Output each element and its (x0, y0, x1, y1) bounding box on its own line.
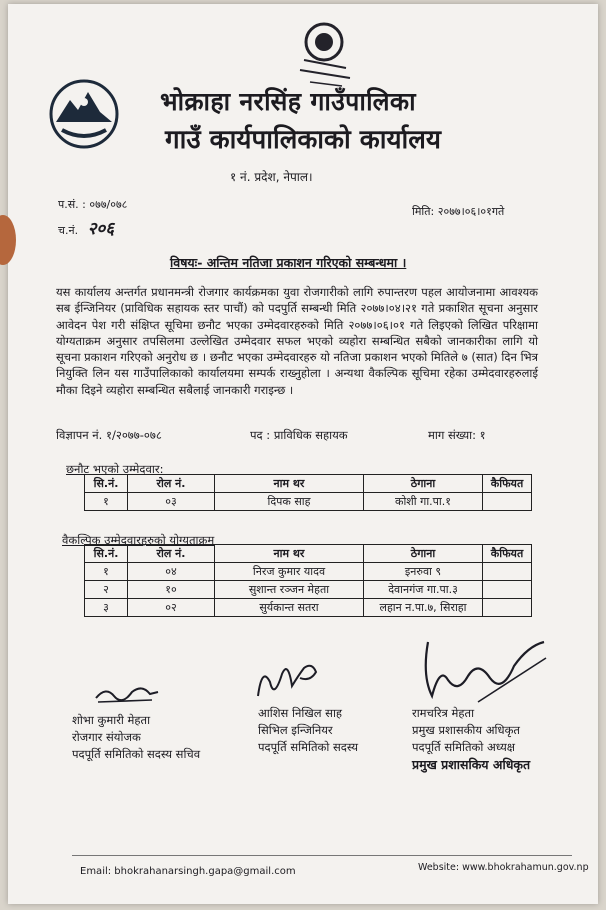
alternate-candidates-label: वैकल्पिक उम्मेदवारहरुको योग्यताक्रम (62, 533, 215, 547)
reference-number: प.सं. : ०७७/०७८ (58, 198, 128, 211)
col-name: नाम थर (215, 475, 364, 493)
selected-candidate-table (84, 474, 532, 511)
cell-name: सुशान्त रञ्जन मेहता (215, 581, 364, 599)
col-name: नाम थर (215, 545, 364, 563)
cell-address: कोशी गा.पा.१ (364, 493, 483, 511)
letter-date: मिति: २०७७।०६।०१गते (412, 205, 505, 218)
cell-address: इनरुवा ९ (364, 563, 483, 581)
office-subtitle: गाउँ कार्यपालिकाको कार्यालय (165, 125, 441, 155)
nepal-emblem-icon (48, 78, 120, 150)
cell-address: लहान न.पा.७, सिराहा (364, 599, 483, 617)
cell-name: दिपक साह (215, 493, 364, 511)
cell-sn: १ (85, 563, 128, 581)
col-remarks: कैफियत (483, 475, 532, 493)
notice-body: यस कार्यालय अन्तर्गत प्रधानमन्त्री रोजगार कार्यक्रमका युवा रोजगारीको लागि रुपान्तरण पहल आयोजनामा आवश्यक सब ईन्जिनियर (प्राविधिक सहायक स्तर पाचौं) को पदपुर्ति सम्बन्धी मिति २०७७।०४।२१ गते प्रकाशित सूचना अनुसार आवेदन पेश गरी संक्षिप्त सूचिमा छनौट भएका उम्मेदवारहरुको मिति २०७७।०६।०१ गते लिइएको लिखित परिक्षामा योग्यताक्रम अनुसार तपसिलमा उल्लेखित उम्मेदवार सफल भएको व्यहोरा सम्बन्धित सबैको जानकारीका लागि यो सूचना प्रकाशन गरिएको अनुरोध छ । छनौट भएका उम्मेदवारहरु यो नतिजा प्रकाशन भएको मितिले ७ (सात) दिन भित्र नियुक्ति लिन यस गाउँपालिकाको कार्यालयमा सम्पर्क राख्नुहोला । अन्यथा वैकल्पिक सूचिमा रहेका उम्मेदवारहरुलाई मौका दिइने व्यहोरा सम्बन्धित सबैलाई जानकारी गराइन्छ । (56, 285, 538, 397)
signatory-role: पदपूर्ति समितिको अध्यक्ष (412, 740, 516, 754)
signatory-name: आशिस निखिल साह (258, 706, 343, 720)
cell-sn: ३ (85, 599, 128, 617)
cell-roll: ०४ (128, 563, 215, 581)
signature-middle-icon (252, 656, 324, 706)
cell-remarks (483, 599, 532, 617)
subject-line: विषयः- अन्तिम नतिजा प्रकाशन गरिएको सम्बन्धमा । (170, 255, 407, 270)
table-row (85, 581, 532, 599)
footer-website: Website: www.bhokrahamun.gov.np (418, 862, 589, 873)
office-address: १ नं. प्रदेश, नेपाल। (230, 170, 313, 184)
signatory-name: शोभा कुमारी मेहता (72, 713, 151, 727)
signatory-name: रामचरित्र मेहता (412, 706, 475, 720)
signatory-title: सिभिल इन्जिनियर (258, 723, 333, 737)
signatory-stamp: प्रमुख प्रशासकिय अधिकृत (412, 757, 531, 772)
table-row (85, 563, 532, 581)
cell-address: देवानगंज गा.पा.३ (364, 581, 483, 599)
signatory-left (72, 712, 200, 763)
signatory-right (412, 705, 530, 773)
col-roll: रोल नं. (128, 545, 215, 563)
signature-left-icon (92, 680, 162, 706)
col-sn: सि.नं. (85, 475, 128, 493)
selected-candidate-label: छनौट भएको उम्मेदवार: (66, 462, 164, 476)
advertisement-number: विज्ञापन नं. १/२०७७-०७८ (56, 428, 162, 442)
col-roll: रोल नं. (128, 475, 215, 493)
cell-name: सुर्यकान्त सतरा (215, 599, 364, 617)
dispatch-value: २०६ (87, 219, 115, 239)
signatory-middle (258, 705, 358, 756)
signatory-title: रोजगार संयोजक (72, 730, 141, 744)
cell-sn: २ (85, 581, 128, 599)
position-label: पद : प्राविधिक सहायक (250, 428, 348, 442)
signatory-title: प्रमुख प्रशासकीय अधिकृत (412, 723, 520, 737)
cell-sn: १ (85, 493, 128, 511)
table-header-row (85, 475, 532, 493)
cell-remarks (483, 581, 532, 599)
cell-remarks (483, 563, 532, 581)
col-sn: सि.नं. (85, 545, 128, 563)
signatory-role: पदपूर्ति समितिको सदस्य सचिव (72, 747, 201, 761)
signature-right-icon (418, 636, 552, 708)
signatory-role: पदपूर्ति समितिको सदस्य (258, 740, 359, 754)
cell-roll: १० (128, 581, 215, 599)
municipality-stamp-icon (290, 20, 360, 88)
cell-roll: ०२ (128, 599, 215, 617)
col-address: ठेगाना (364, 475, 483, 493)
alternate-candidates-table (84, 544, 532, 617)
table-row (85, 599, 532, 617)
dispatch-label: च.नं. (58, 224, 79, 237)
table-header-row (85, 545, 532, 563)
cell-name: निरज कुमार यादव (215, 563, 364, 581)
dispatch-number (58, 216, 114, 239)
footer-email: Email: bhokrahanarsingh.gapa@gmail.com (80, 866, 296, 877)
demand-count: माग संख्या: १ (428, 428, 486, 442)
cell-roll: ०३ (128, 493, 215, 511)
col-address: ठेगाना (364, 545, 483, 563)
cell-remarks (483, 493, 532, 511)
col-remarks: कैफियत (483, 545, 532, 563)
table-row (85, 493, 532, 511)
office-title: भोक्राहा नरसिंह गाउँपालिका (160, 87, 416, 116)
footer-divider (72, 855, 572, 856)
